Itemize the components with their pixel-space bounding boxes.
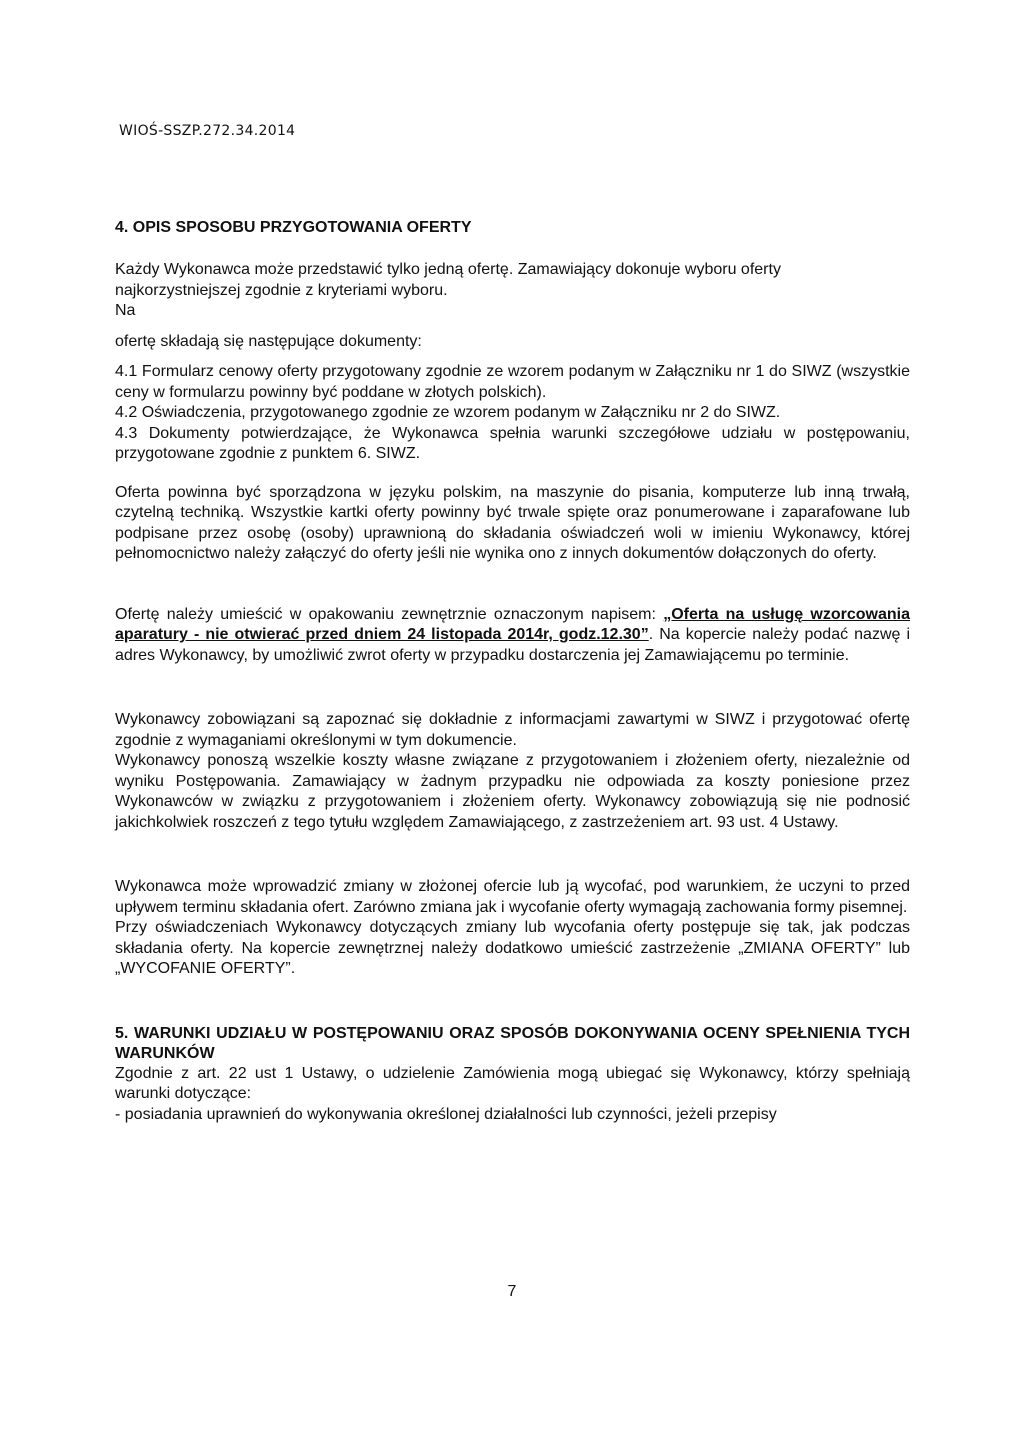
- section-5-item-1: - posiadania uprawnień do wykonywania określonej działalności lub czynności, jeżeli przepisy: [115, 1105, 777, 1123]
- section-5-intro: Zgodnie z art. 22 ust 1 Ustawy, o udzielenie Zamówienia mogą ubiegać się Wykonawcy, którzy spełniają warunki dotyczące:: [115, 1064, 910, 1102]
- packaging-text-after: . Na kopercie należy podać nazwę i adres Wykonawcy, by umożliwić zwrot oferty w przypadku dostarczenia jej Zamawiającemu po terminie.: [115, 626, 910, 664]
- list-item: 4.1 Formularz cenowy oferty przygotowany zgodnie ze wzorem podanym w Załączniku nr 1 do SIWZ (wszystkie ceny w formularzu powinny być poddane w złotych polskich).: [115, 363, 910, 401]
- paragraph-packaging: [115, 605, 910, 667]
- packaging-text-before: Ofertę należy umieścić w opakowaniu zewnętrznie oznaczonym napisem:: [115, 605, 664, 623]
- packaging-label: „Oferta na usługę wzorcowania aparatury - nie otwierać przed dniem 24 listopada 2014r, godz.12.30”: [115, 605, 911, 643]
- document-reference-number: WIOŚ-SSZP.272.34.2014: [119, 123, 296, 139]
- section-4-heading: 4. OPIS SPOSOBU PRZYGOTOWANIA OFERTY: [115, 219, 472, 236]
- paragraph-obligations-1: Wykonawcy zobowiązani są zapoznać się dokładnie z informacjami zawartymi w SIWZ i przygotować ofertę zgodnie z wymaganiami określonymi w tym dokumencie.: [115, 711, 910, 749]
- page-content: [115, 218, 910, 1125]
- section-4-intro: Każdy Wykonawca może przedstawić tylko jedną ofertę. Zamawiający dokonuje wyboru oferty najkorzystniejszej zgodnie z kryteriami wyboru.: [115, 261, 781, 299]
- section-5-heading: 5. WARUNKI UDZIAŁU W POSTĘPOWANIU ORAZ SPOSÓB DOKONYWANIA OCENY SPEŁNIENIA TYCH WARUNKÓW: [115, 1024, 910, 1062]
- list-item: 4.2 Oświadczenia, przygotowanego zgodnie ze wzorem podanym w Załączniku nr 2 do SIWZ.: [115, 404, 781, 421]
- paragraph-changes-2: Przy oświadczeniach Wykonawcy dotyczących zmiany lub wycofania oferty postępuje się tak, jak podczas składania oferty. Na kopercie zewnętrznej należy dodatkowo umieścić zastrzeżenie „ZMIANA OFERTY” lub „WYCOFANIE OFERTY”.: [115, 919, 910, 977]
- page-number: 7: [507, 1283, 517, 1300]
- paragraph-obligations-2: Wykonawcy ponoszą wszelkie koszty własne związane z przygotowaniem i złożeniem oferty, niezależnie od wyniku Postępowania. Zamawiający w żadnym przypadku nie odpowiada za koszty poniesione przez Wykonawców w związku z przygotowaniem i złożeniem oferty. Wykonawcy zobowiązują się nie podnosić jakichkolwiek roszczeń z tego tytułu względem Zamawiającego, z zastrzeżeniem art. 93 ust. 4 Ustawy.: [115, 752, 910, 831]
- documents-list: [115, 362, 910, 465]
- paragraph-offer-form: Oferta powinna być sporządzona w języku polskim, na maszynie do pisania, komputerze lub inną trwałą, czytelną techniką. Wszystkie kartki oferty powinny być trwale spięte oraz ponumerowane i zaparafowane lub podpisane przez osobę (osoby) uprawnioną do składania oświadczeń woli w imieniu Wykonawcy, której pełnomocnictwo należy załączyć do oferty jeśli nie wynika ono z innych dokumentów dołączonych do oferty.: [115, 483, 910, 562]
- paragraph-changes-1: Wykonawca może wprowadzić zmiany w złożonej ofercie lub ją wycofać, pod warunkiem, że uczyni to przed upływem terminu składania ofert. Zarówno zmiana jak i wycofanie oferty wymagają zachowania formy pisemnej.: [115, 878, 910, 916]
- section-4-docs-intro: ofertę składają się następujące dokumenty:: [115, 332, 422, 350]
- section-4-na: Na: [115, 302, 136, 319]
- list-item: 4.3 Dokumenty potwierdzające, że Wykonawca spełnia warunki szczegółowe udziału w postępowaniu, przygotowane zgodnie z punktem 6. SIWZ.: [115, 424, 910, 462]
